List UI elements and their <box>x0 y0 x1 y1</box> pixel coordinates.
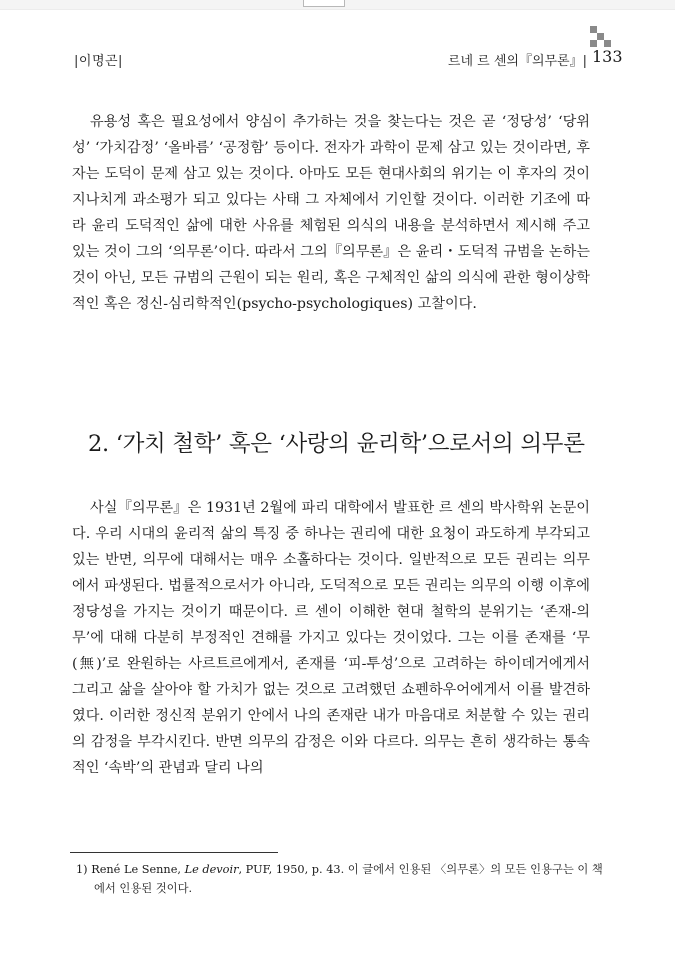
body-paragraph: 사실『의무론』은 1931년 2월에 파리 대학에서 발표한 르 센의 박사학위 논문이다. 우리 시대의 윤리적 삶의 특징 중 하나는 권리에 대한 요청이 과도하게 부각되고 있는 반면, 의무에 대해서는 매우 소홀하다는 것이다. 일반적으로 모든 권리는 의무에서 파생된다. 법률적으로서가 아니라, 도덕적으로 모든 권리는 의무의 이행 이후에 정당성을 가지는 것이기 때문이다. 르 센이 이해한 현대 철학의 분위기는 ‘존재-의무’에 대해 다분히 부정적인 견해를 가지고 있다는 것이었다. 그는 이를 존재를 ‘무(無)’로 완원하는 사르트르에게서, 존재를 ‘피-투성’으로 고려하는 하이데거에게서 그리고 삶을 살아야 할 가치가 없는 것으로 고려했던 쇼펜하우어에게서 이를 발견하였다. 이러한 정신적 분위기 안에서 나의 존재란 내가 마음대로 처분할 수 있는 권리의 감정을 부각시킨다. 반면 의무의 감정은 이와 다르다. 의무는 흔히 생각하는 통속적인 ‘속박’의 관념과 달리 나의 <box>72 500 590 776</box>
corner-square <box>590 40 597 47</box>
running-header-author: |이명곤| <box>74 54 123 69</box>
footnote <box>76 860 610 898</box>
footnote-marker: 1) <box>76 863 88 876</box>
footnote-divider <box>70 852 278 853</box>
corner-decoration <box>590 26 612 48</box>
footnote-citation-title: Le devoir <box>184 863 239 876</box>
page-number: 133 <box>592 47 623 66</box>
corner-square <box>597 33 604 40</box>
body-paragraph: 유용성 혹은 필요성에서 양심이 추가하는 것을 찾는다는 것은 곧 ‘정당성’ ‘당위성’ ‘가치감정’ ‘올바름’ ‘공정함’ 등이다. 전자가 과학이 문제 삼고 있는 것이라면, 후자는 도덕이 문제 삼고 있는 것이다. 아마도 모든 현대사회의 위기는 이 후자의 것이 지나치게 과소평가 되고 있다는 사태 그 자체에서 기인할 것이다. 이러한 기조에 따라 윤리 도덕적인 삶에 대한 사유를 체험된 의식의 내용을 분석하면서 제시해 주고 있는 것이 그의 ‘의무론’이다. 따라서 그의『의무론』은 윤리・도덕적 규범을 논하는 것이 아닌, 모든 규범의 근원이 되는 원리, 혹은 구체적인 삶의 의식에 관한 형이상학적인 혹은 정신-심리학적인(psycho-psychologiques) 고찰이다. <box>72 114 590 312</box>
footnote-citation-rest: , PUF, 1950, p. 43. <box>238 863 345 876</box>
corner-square <box>604 40 611 47</box>
corner-square <box>590 26 597 33</box>
running-header-title: 르네 르 센의『의무론』| <box>447 54 587 69</box>
section-heading: 2. ‘가치 철학’ 혹은 ‘사랑의 윤리학’으로서의 의무론 <box>88 431 585 457</box>
footnote-note: 이 글에서 인용된 〈의무론〉의 모든 인용구는 이 책에서 인용된 것이다. <box>94 863 603 895</box>
viewer-tab-handle[interactable] <box>303 0 345 7</box>
page-top-edge <box>0 9 675 10</box>
footnote-citation-author: René Le Senne, <box>91 863 185 876</box>
